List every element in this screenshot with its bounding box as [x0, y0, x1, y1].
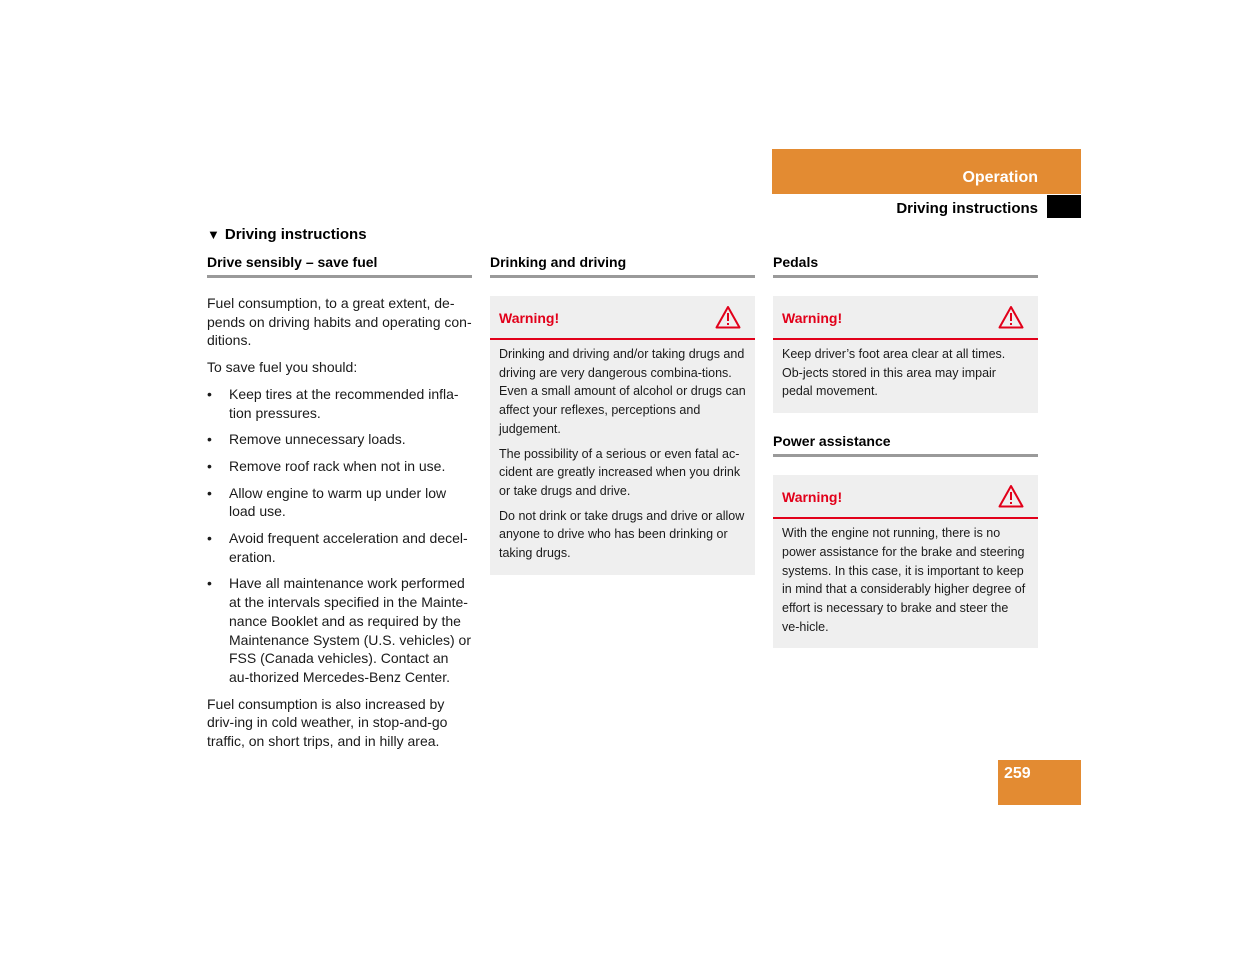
warning-text: Keep driver’s foot area clear at all times. Ob-jects stored in this area may impair pedal movement.	[782, 347, 1006, 399]
heading-drive-sensibly: Drive sensibly – save fuel	[207, 254, 472, 278]
warning-box	[773, 475, 1038, 648]
warning-text: Drinking and driving and/or taking drugs and driving are very dangerous combina-tions. Even a small amount of alcohol or drugs can affect your reflexes, perceptions and judgement.	[499, 347, 746, 436]
warning-triangle-icon	[998, 484, 1024, 508]
list-item: • Avoid frequent acceleration and decel-eration.	[207, 530, 468, 565]
list-item: • Allow engine to warm up under low load use.	[207, 484, 447, 520]
warning-label: Warning!	[782, 310, 843, 326]
page-number-tab	[998, 760, 1081, 805]
section-marker-block	[1047, 195, 1081, 218]
section-title	[207, 226, 367, 243]
paragraph-intro: Fuel consumption, to a great extent, de-pends on driving habits and operating con-ditions.	[207, 295, 472, 349]
warning-text: Do not drink or take drugs and drive or allow anyone to drive who has been drinking or taking drugs.	[499, 508, 745, 561]
warning-label: Warning!	[782, 489, 843, 506]
list-item: • Keep tires at the recommended infla-tion pressures.	[207, 385, 459, 421]
warning-box	[773, 296, 1038, 413]
list-item: • Have all maintenance work performed at the intervals specified in the Mainte-nance Booklet and as required by the Maintenance System (U.S. vehicles) or FSS (Canada vehicles). Contact an au-thorized Mercedes-Benz Center.	[207, 575, 471, 685]
heading-pedals: Pedals	[773, 254, 1038, 278]
list-item: • Remove unnecessary loads.	[207, 431, 406, 448]
warning-triangle-icon	[715, 305, 741, 329]
warning-box	[490, 296, 755, 575]
warning-text: With the engine not running, there is no power assistance for the brake and steering systems. In this case, it is important to keep in mind that a considerably higher degree of effort is necessary to brake and steer the ve-hicle.	[782, 526, 1026, 634]
column-fuel	[207, 254, 472, 759]
paragraph-closing: Fuel consumption is also increased by driv-ing in cold weather, in stop-and-go traffic, on short trips, and in hilly area.	[207, 695, 448, 750]
heading-power-assistance: Power assistance	[773, 433, 1038, 457]
warning-text: The possibility of a serious or even fatal ac-cident are greatly increased when you drink or take drugs and drive.	[499, 446, 741, 498]
chapter-tab	[772, 149, 1081, 194]
page-number: 259	[1004, 765, 1031, 782]
section-header: Driving instructions	[896, 200, 1038, 217]
paragraph-lead: To save fuel you should:	[207, 359, 358, 376]
list-item: • Remove roof rack when not in use.	[207, 457, 446, 474]
heading-drinking-driving: Drinking and driving	[490, 254, 755, 278]
column-drinking	[490, 254, 755, 575]
fuel-tips-list	[207, 385, 472, 687]
triangle-down-icon: ▼	[207, 227, 220, 242]
section-title-text: Driving instructions	[224, 226, 367, 243]
chapter-title: Operation	[962, 169, 1038, 186]
column-pedals	[773, 254, 1038, 648]
warning-label: Warning!	[499, 310, 560, 326]
warning-triangle-icon	[998, 305, 1024, 329]
